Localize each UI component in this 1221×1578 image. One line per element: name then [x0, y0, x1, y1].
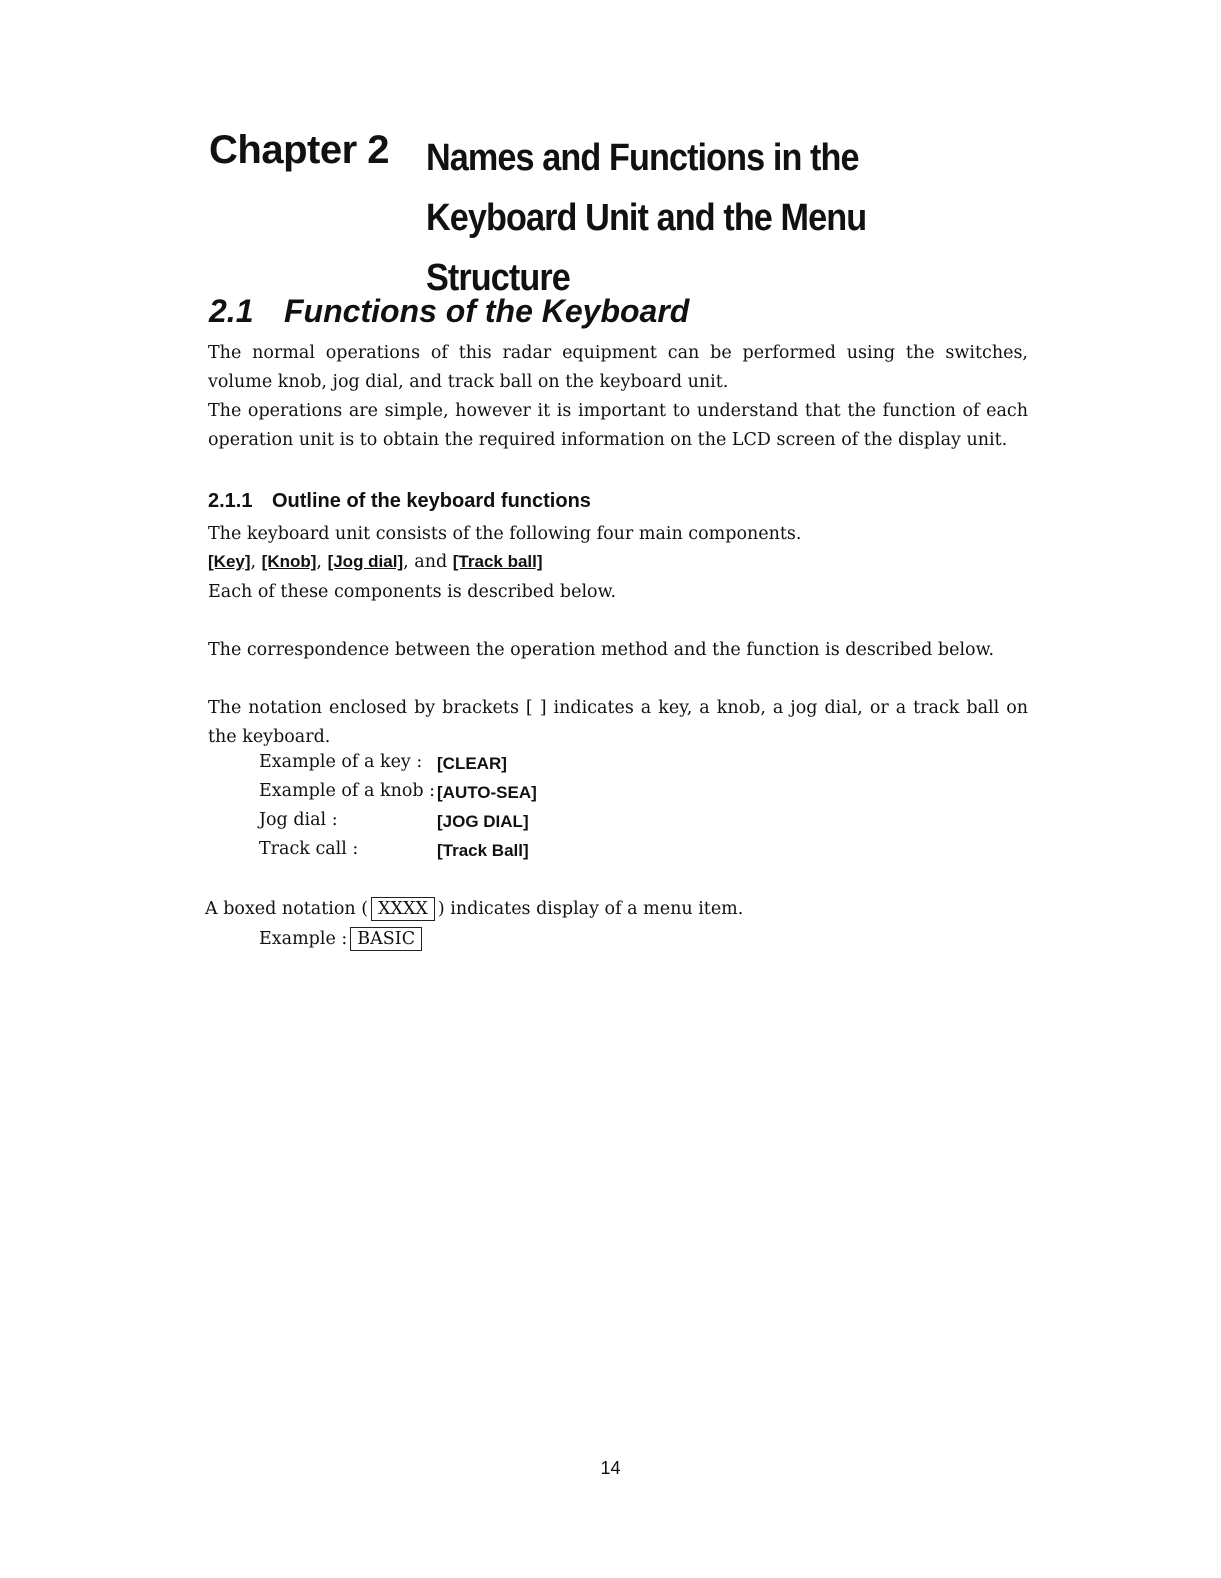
example-value-track-ball: [Track Ball] — [437, 841, 529, 860]
component-key: [Key] — [208, 552, 251, 571]
example-value-jog-dial: [JOG DIAL] — [437, 812, 529, 831]
example-label-key: Example of a key : — [259, 752, 423, 772]
boxed-notation-after: ) indicates display of a menu item. — [437, 899, 744, 919]
page-number: 14 — [600, 1458, 621, 1478]
example-label-jog-dial: Jog dial : — [259, 810, 338, 830]
correspondence-text: The correspondence between the operation method and the function is described below. — [208, 640, 995, 660]
subsection-number: 2.1.1 — [208, 490, 253, 512]
section-paragraph-2: The operations are simple, however it is important to understand that the function of each operation unit is to obtain the required information on the LCD screen of the display unit. — [208, 401, 1028, 450]
components-described: Each of these components is described below. — [208, 582, 617, 602]
components-intro: The keyboard unit consists of the following four main components. — [208, 524, 802, 544]
boxed-example-label: Example : — [259, 929, 348, 949]
subsection-title: Outline of the keyboard functions — [272, 490, 591, 512]
boxed-notation-box: XXXX — [371, 897, 435, 921]
component-jog-dial: [Jog dial] — [327, 552, 404, 571]
components-list: [Key], [Knob], [Jog dial], and [Track ball] — [208, 552, 543, 572]
example-value-knob: [AUTO-SEA] — [437, 783, 537, 802]
component-track-ball: [Track ball] — [452, 552, 543, 571]
boxed-notation-line — [205, 897, 743, 921]
boxed-notation-before: A boxed notation ( — [205, 899, 369, 919]
boxed-example-box: BASIC — [350, 927, 422, 951]
section-paragraph-1: The normal operations of this radar equipment can be performed using the switches, volume knob, jog dial, and track ball on the keyboard unit. — [208, 343, 1028, 392]
chapter-title: Names and Functions in the Keyboard Unit and the Menu Structure — [426, 137, 867, 299]
section-number: 2.1 — [209, 293, 254, 329]
example-value-key: [CLEAR] — [437, 754, 507, 773]
subsection-heading — [208, 490, 591, 513]
boxed-example-line — [259, 927, 425, 951]
example-label-knob: Example of a knob : — [259, 781, 436, 801]
components-and: and — [414, 552, 448, 572]
notation-text: The notation enclosed by brackets [ ] indicates a key, a knob, a jog dial, or a track ball on the keyboard. — [208, 698, 1028, 747]
section-title: Functions of the Keyboard — [284, 293, 690, 329]
example-label-track-ball: Track call : — [259, 839, 359, 859]
component-knob: [Knob] — [261, 552, 317, 571]
chapter-label: Chapter 2 — [209, 128, 389, 172]
